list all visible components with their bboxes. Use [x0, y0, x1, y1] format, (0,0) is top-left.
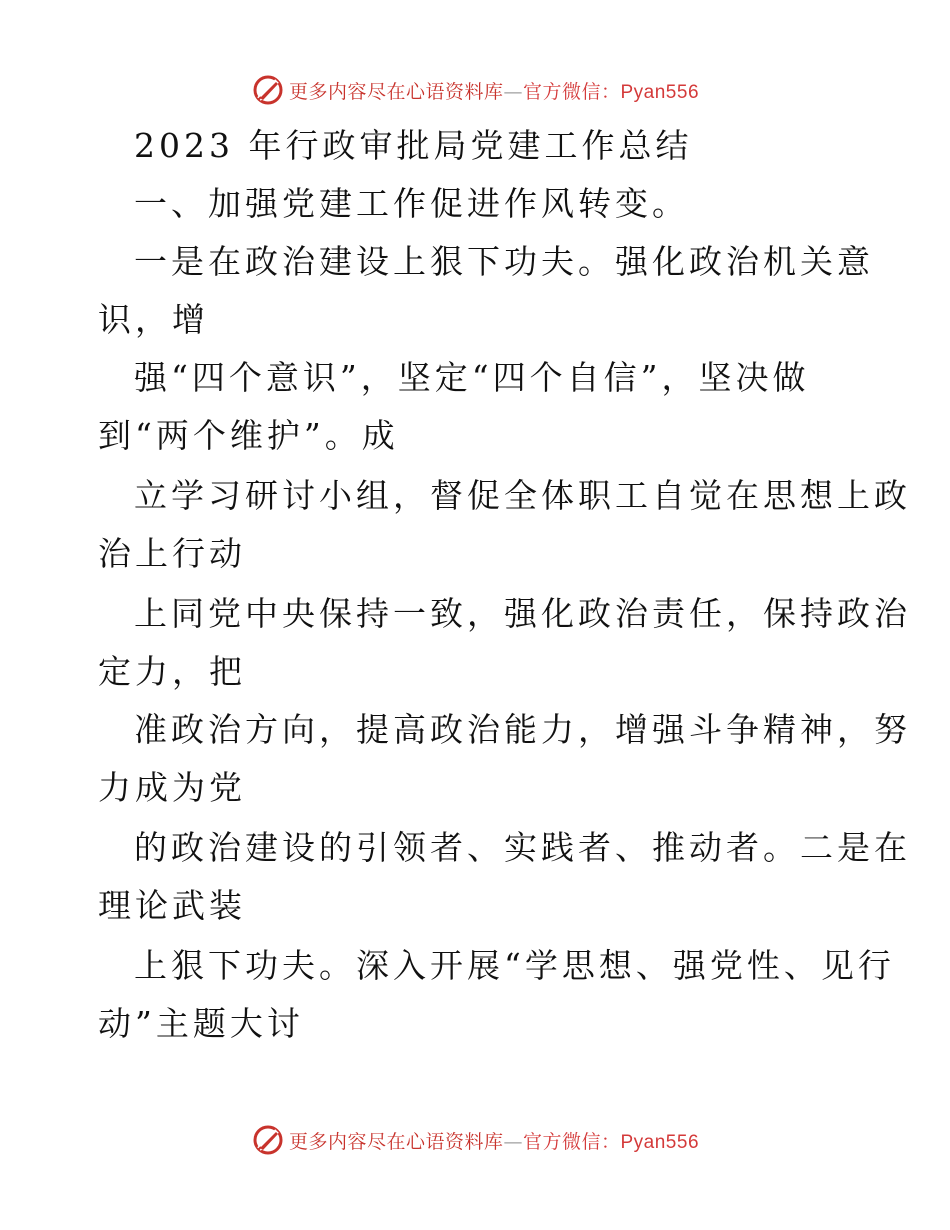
banner-main-text: 更多内容尽在心语资料库: [288, 80, 504, 103]
banner-separator: —: [503, 1130, 523, 1153]
paragraph-line: 理论武装: [98, 886, 246, 925]
banner-main-text: 更多内容尽在心语资料库: [288, 1130, 504, 1153]
paragraph-line: 立学习研讨小组，督促全体职工自觉在思想上政: [134, 476, 911, 515]
paragraph-line: 力成为党: [98, 768, 246, 807]
paragraph-line: 定力，把: [98, 652, 246, 691]
document-title: 2023 年行政审批局党建工作总结: [134, 126, 693, 165]
banner-wechat-id: Pyan556: [620, 81, 700, 103]
paragraph-line: 到“两个维护”。成: [98, 416, 399, 455]
paragraph-line: 强“四个意识”，坚定“四个自信”，坚决做: [134, 358, 810, 397]
paragraph-line: 上狠下功夫。深入开展“学思想、强党性、见行: [134, 946, 895, 985]
paragraph-line: 动”主题大讨: [98, 1004, 304, 1043]
paragraph-line: 准政治方向，提高政治能力，增强斗争精神，努: [134, 710, 911, 749]
paragraph-line: 上同党中央保持一致，强化政治责任，保持政治: [134, 594, 911, 633]
banner-wechat-label: 官方微信：: [522, 1130, 621, 1153]
paragraph-line: 识，增: [98, 300, 209, 339]
banner-wechat-label: 官方微信：: [522, 80, 621, 103]
paragraph-line: 的政治建设的引领者、实践者、推动者。二是在: [134, 828, 911, 867]
banner-separator: —: [503, 80, 523, 103]
banner-wechat-id: Pyan556: [620, 1131, 700, 1153]
quill-pen-logo-icon: [251, 1123, 285, 1157]
paragraph-line: 一是在政治建设上狠下功夫。强化政治机关意: [134, 242, 874, 281]
section-heading: 一、加强党建工作促进作风转变。: [134, 184, 689, 223]
footer-watermark-banner: [0, 1120, 950, 1160]
paragraph-line: 治上行动: [98, 534, 246, 573]
header-watermark-banner: [0, 70, 950, 110]
quill-pen-logo-icon: [251, 73, 285, 107]
